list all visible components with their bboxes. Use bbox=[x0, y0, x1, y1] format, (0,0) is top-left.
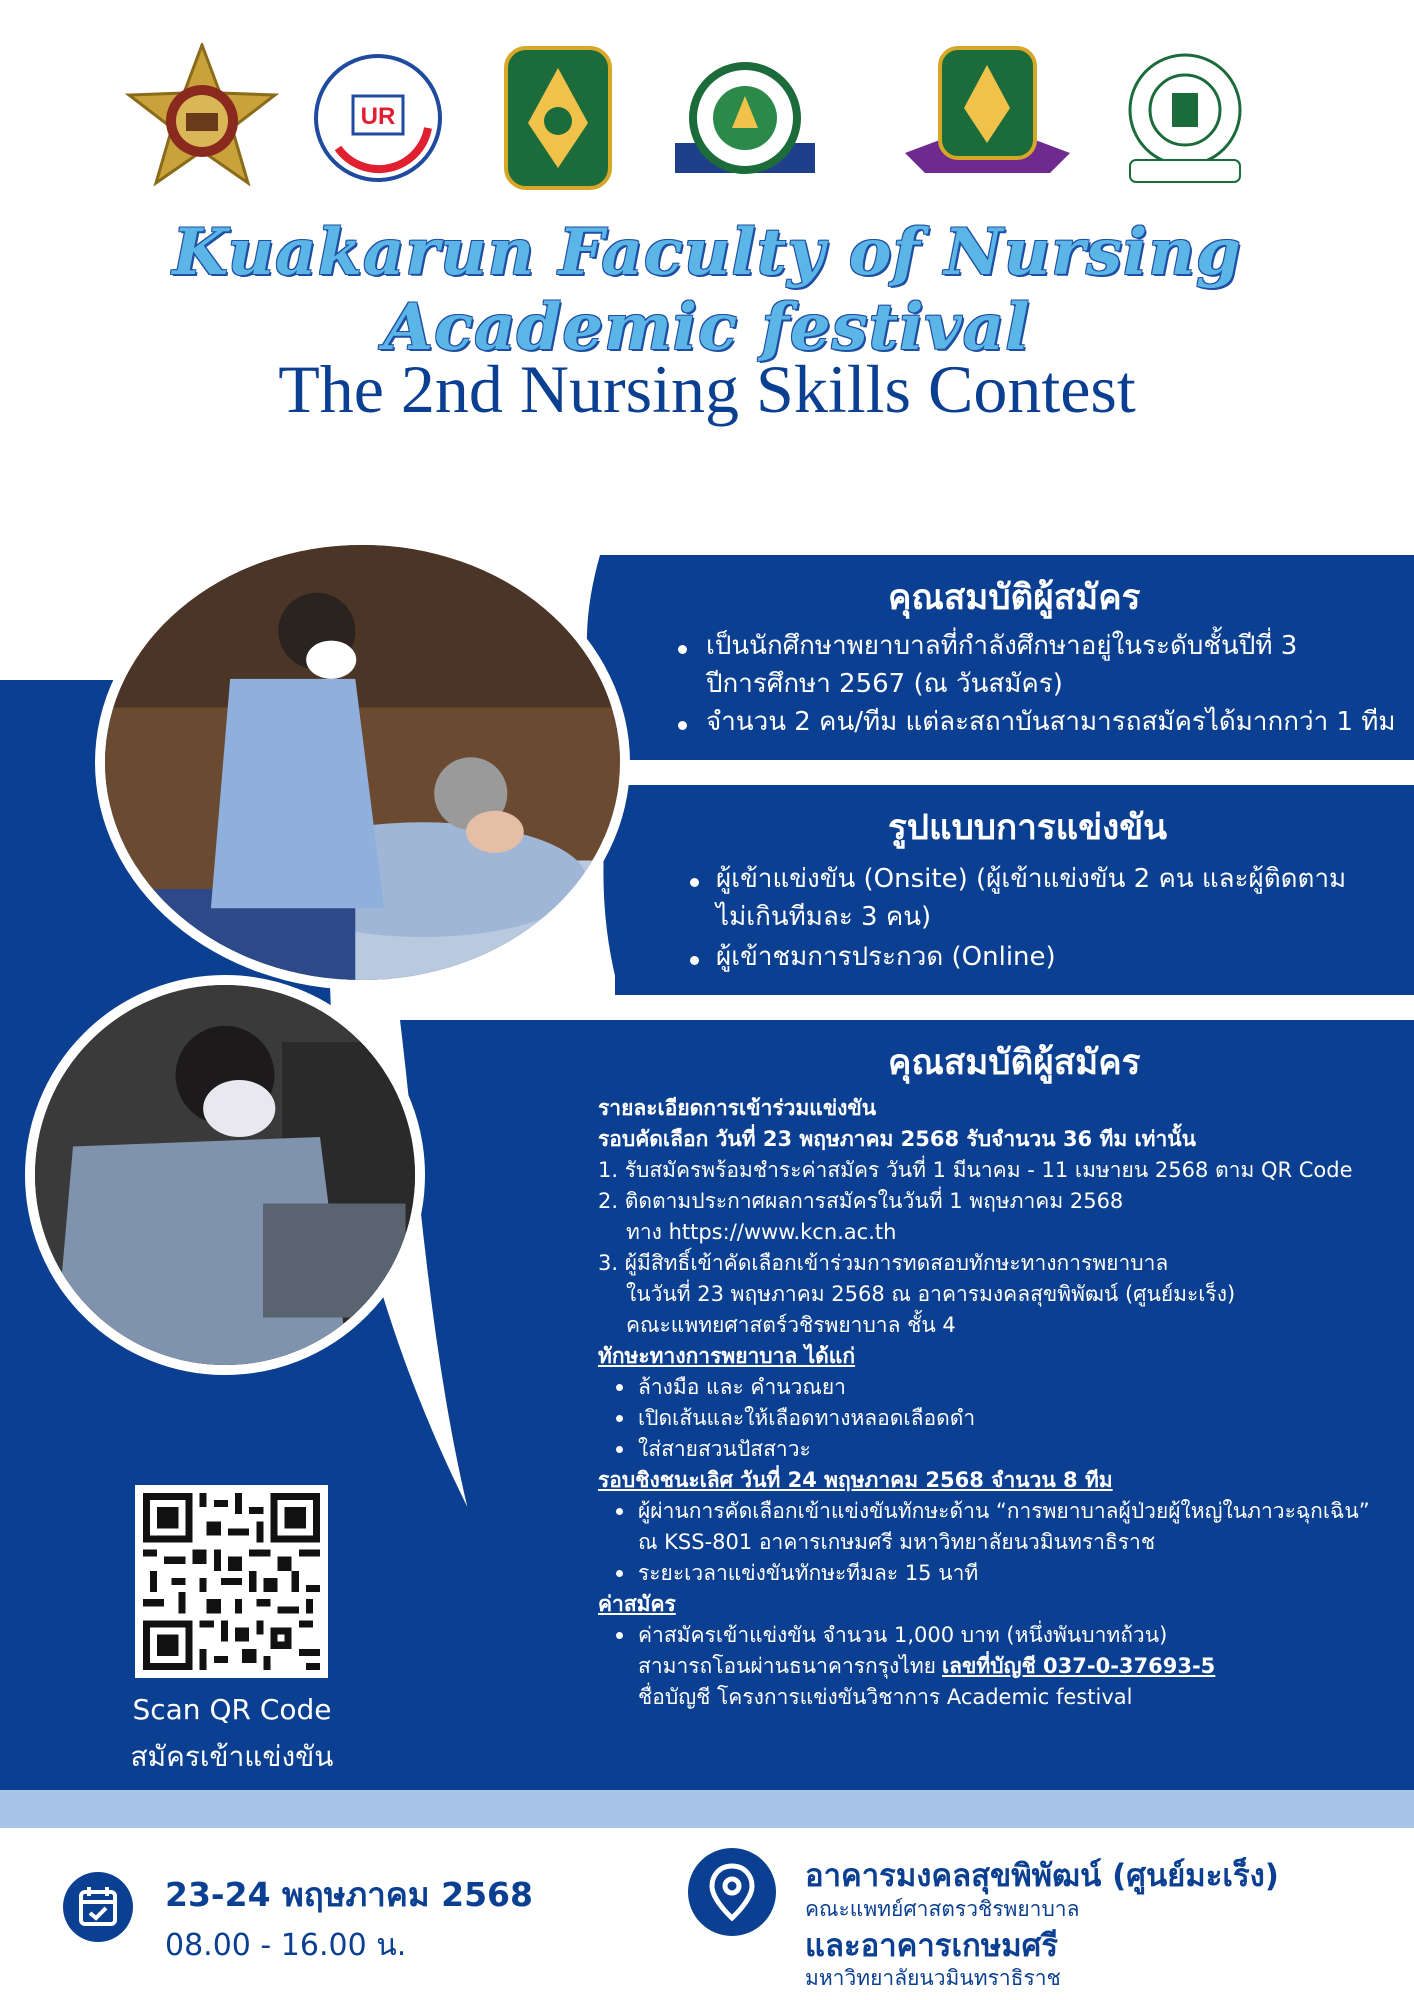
bullet-dot bbox=[616, 1384, 623, 1391]
final-item: ณ KSS-801 อาคารเกษมศรี มหาวิทยาลัยนวมินทราธิราช bbox=[638, 1530, 1156, 1554]
kasetsart-nursing-seal bbox=[1110, 48, 1260, 188]
bullet-dot bbox=[616, 1446, 623, 1453]
bullet-dot bbox=[616, 1632, 623, 1639]
skill-item: ใส่สายสวนปัสสาวะ bbox=[638, 1437, 811, 1461]
qualifications-heading: คุณสมบัติผู้สมัคร bbox=[888, 578, 1141, 618]
qr-caption-line1: Scan QR Code bbox=[132, 1693, 332, 1726]
step-item: 1. รับสมัครพร้อมชำระค่าสมัคร วันที่ 1 มีนาคม - 11 เมษายน 2568 ตาม QR Code bbox=[598, 1158, 1353, 1182]
qr-code[interactable] bbox=[135, 1485, 328, 1678]
footer-strip bbox=[0, 1790, 1414, 1828]
svg-text:UR: UR bbox=[360, 103, 396, 130]
step-item: 2. ติดตามประกาศผลการสมัครในวันที่ 1 พฤษภาคม 2568 bbox=[598, 1189, 1124, 1213]
bullet-dot bbox=[616, 1508, 623, 1515]
step-item: คณะแพทยศาสตร์วชิรพยาบาล ชั้น 4 bbox=[626, 1313, 956, 1337]
venue-1: อาคารมงคลสุขพิพัฒน์ (ศูนย์มะเร็ง) bbox=[805, 1858, 1279, 1894]
venue-2-sub: มหาวิทยาลัยนวมินทราธิราช bbox=[805, 1966, 1061, 1990]
skill-item: เปิดเส้นและให้เลือดทางหลอดเลือดดำ bbox=[638, 1406, 976, 1430]
footer-date: 23-24 พฤษภาคม 2568 bbox=[165, 1875, 533, 1914]
bullet-dot bbox=[678, 721, 687, 730]
format-item: ผู้เข้าแข่งขัน (Onsite) (ผู้เข้าแข่งขัน 2 คน และผู้ติดตาม bbox=[716, 864, 1347, 894]
qualification-item: เป็นนักศึกษาพยาบาลที่กำลังศึกษาอยู่ในระดับชั้นปีที่ 3 bbox=[706, 631, 1298, 661]
venue-2: และอาคารเกษมศรี bbox=[805, 1928, 1059, 1964]
round1-title: รอบคัดเลือก วันที่ 23 พฤษภาคม 2568 รับจำนวน 36 ทีม เท่านั้น bbox=[598, 1127, 1196, 1151]
fee-title: ค่าสมัคร bbox=[598, 1592, 676, 1616]
qualification-item: จำนวน 2 คน/ทีม แต่ละสถาบันสามารถสมัครได้มากกว่า 1 ทีม bbox=[706, 707, 1396, 737]
bullet-dot bbox=[690, 878, 699, 887]
format-item: ไม่เกินทีมละ 3 คน) bbox=[716, 902, 932, 932]
skills-title: ทักษะทางการพยาบาล ได้แก่ bbox=[598, 1344, 856, 1368]
fee-line: สามารถโอนผ่านธนาคารกรุงไทย bbox=[638, 1654, 936, 1678]
calendar-icon bbox=[63, 1872, 133, 1942]
qualification-item: ปีการศึกษา 2567 (ณ วันสมัคร) bbox=[706, 669, 1063, 699]
final-item: ระยะเวลาแข่งขันทักษะทีมละ 15 นาที bbox=[638, 1561, 979, 1585]
location-pin-icon bbox=[688, 1848, 776, 1936]
university-purple-ribbon-seal bbox=[900, 43, 1075, 193]
skill-item: ล้างมือ และ คำนวณยา bbox=[638, 1375, 846, 1399]
fee-line: ชื่อบัญชี โครงการแข่งขันวิชาการ Academic festival bbox=[638, 1685, 1133, 1709]
bullet-dot bbox=[678, 645, 687, 654]
final-item: ผู้ผ่านการคัดเลือกเข้าแข่งขันทักษะด้าน “การพยาบาลผู้ป่วยผู้ใหญ่ในภาวะฉุกเฉิน” bbox=[638, 1499, 1370, 1523]
faculty-green-seal bbox=[670, 58, 820, 188]
bank-account-number: เลขที่บัญชี 037-0-37693-5 bbox=[942, 1654, 1216, 1678]
step-item: 3. ผู้มีสิทธิ์เข้าคัดเลือกเข้าร่วมการทดสอบทักษะทางการพยาบาล bbox=[598, 1251, 1169, 1275]
photo-nurse-student bbox=[25, 975, 425, 1375]
qr-caption-line2: สมัครเข้าแข่งขัน bbox=[130, 1740, 334, 1773]
final-round-title: รอบชิงชนะเลิศ วันที่ 24 พฤษภาคม 2568 จำนวน 8 ทีม bbox=[598, 1468, 1113, 1492]
fee-line: ค่าสมัครเข้าแข่งขัน จำนวน 1,000 บาท (หนึ่งพันบาทถ้วน) bbox=[638, 1623, 1168, 1647]
university-green-seal-1 bbox=[498, 43, 618, 193]
contest-title: The 2nd Nursing Skills Contest bbox=[278, 351, 1136, 427]
step-item: ทาง https://www.kcn.ac.th bbox=[626, 1220, 897, 1244]
details-subheading: รายละเอียดการเข้าร่วมแข่งขัน bbox=[598, 1096, 877, 1120]
details-heading: คุณสมบัติผู้สมัคร bbox=[888, 1043, 1141, 1083]
format-heading: รูปแบบการแข่งขัน bbox=[888, 808, 1168, 848]
bullet-dot bbox=[616, 1415, 623, 1422]
bullet-dot bbox=[616, 1570, 623, 1577]
footer-time: 08.00 - 16.00 น. bbox=[165, 1928, 407, 1963]
ur-foundation-logo bbox=[308, 48, 448, 188]
format-item: ผู้เข้าชมการประกวด (Online) bbox=[716, 942, 1056, 972]
venue-1-sub: คณะแพทย์ศาสตรวชิรพยาบาล bbox=[805, 1897, 1080, 1921]
star-emblem-logo bbox=[120, 43, 285, 193]
logo-row bbox=[0, 38, 1414, 198]
step-item: ในวันที่ 23 พฤษภาคม 2568 ณ อาคารมงคลสุขพิพัฒน์ (ศูนย์มะเร็ง) bbox=[626, 1282, 1236, 1306]
festival-title: Kuakarun Faculty of Nursing Academic festival bbox=[172, 215, 1242, 365]
bullet-dot bbox=[690, 956, 699, 965]
photo-nurse-with-patient bbox=[95, 535, 630, 990]
